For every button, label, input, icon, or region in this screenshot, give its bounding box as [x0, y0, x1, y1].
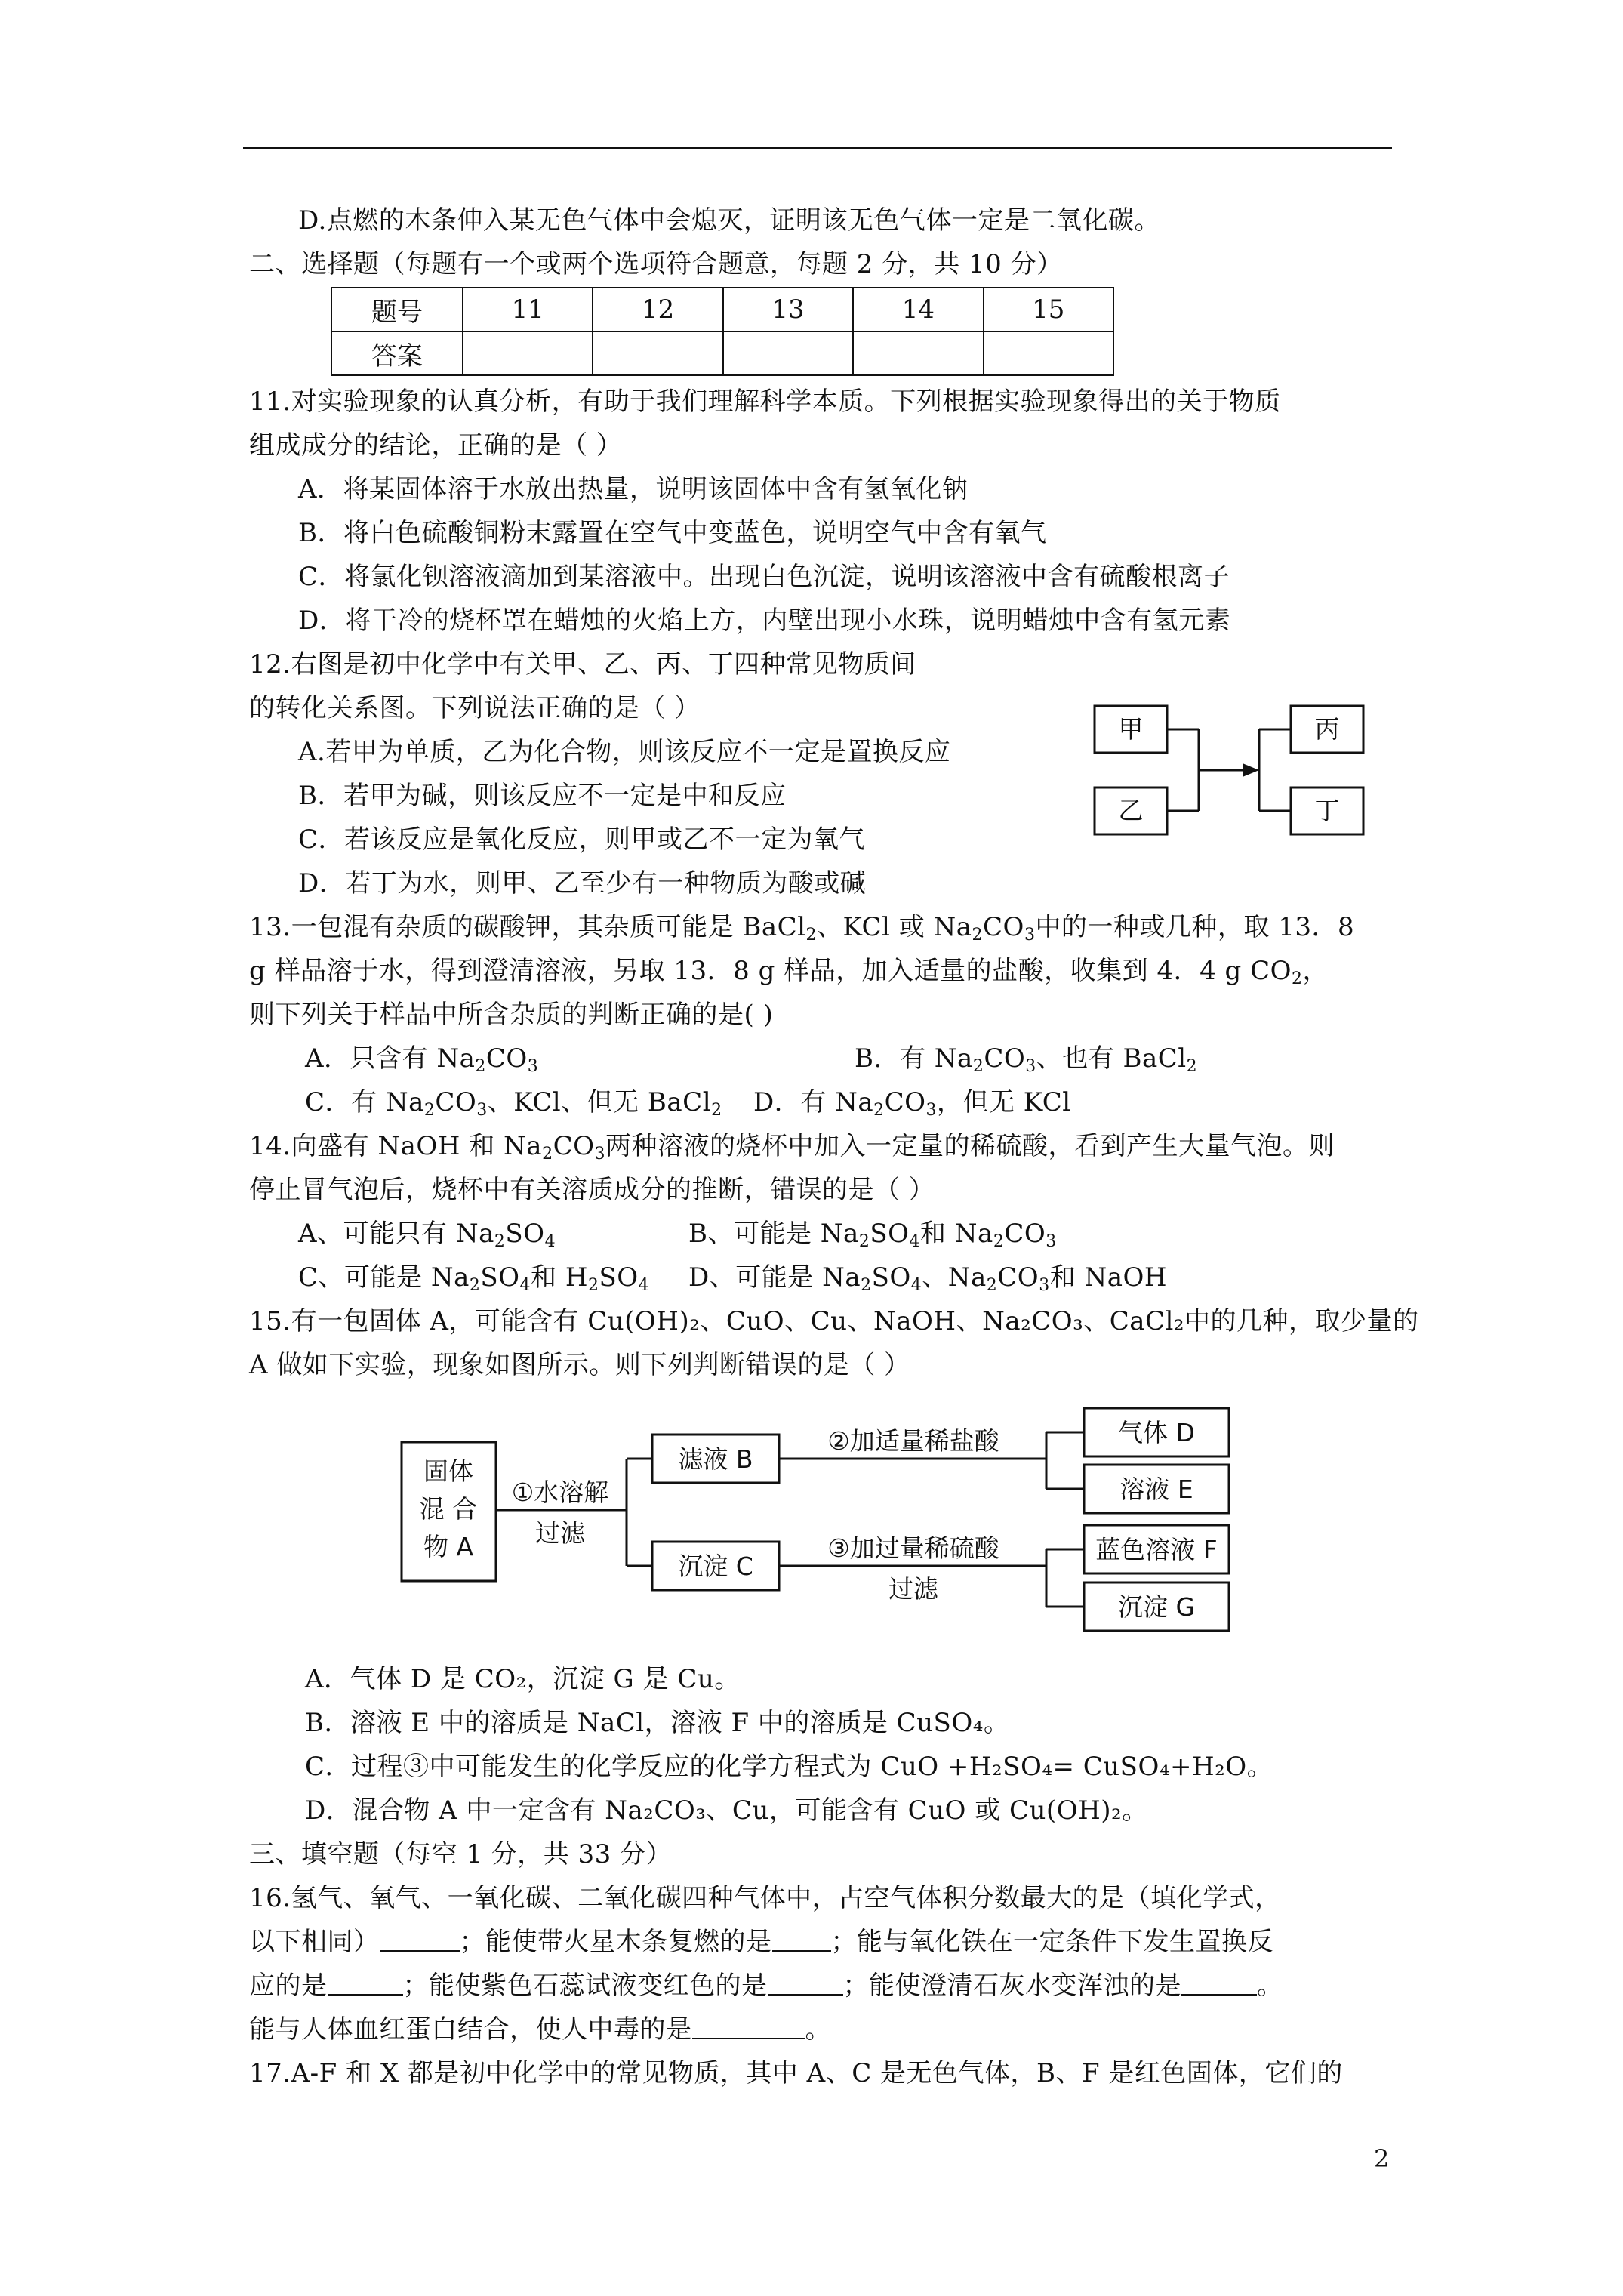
answer-cell: [463, 331, 593, 375]
table-cell: 15: [984, 288, 1113, 331]
q12-option-d: D．若丁为水，则甲、乙至少有一种物质为酸或碱: [298, 868, 867, 898]
label-solid-a-3: 物 A: [423, 1532, 474, 1561]
section3-title: 三、填空题（每空 1 分，共 33 分）: [249, 1839, 673, 1869]
q12-option-b: B．若甲为碱，则该反应不一定是中和反应: [298, 781, 787, 811]
label-filter1: 过滤: [535, 1518, 585, 1548]
label-solid-a-2: 混 合: [419, 1494, 478, 1524]
q13-option-b: B．有 $Na_2CO_3$、也有 BaCl$_2$: [855, 1043, 1198, 1076]
label-bing: 丙: [1314, 714, 1340, 744]
q13-option-c: C．有 $Na_2CO_3$、KCl、但无 BaCl$_2$: [305, 1087, 722, 1120]
answer-cell: [593, 331, 722, 375]
table-cell: 12: [593, 288, 722, 331]
q12-stem-1: 12.右图是初中化学中有关甲、乙、丙、丁四种常见物质间: [249, 649, 916, 680]
arrow-head: [1243, 763, 1259, 777]
q15-stem-1: 15.有一包固体 A，可能含有 Cu(OH)₂、CuO、Cu、NaOH、Na₂CO₃、CaCl₂中的几种，取少量的: [249, 1306, 1419, 1336]
q11-stem-2: 组成成分的结论，正确的是（ ）: [249, 430, 623, 461]
q11-option-b: B．将白色硫酸铜粉末露置在空气中变蓝色，说明空气中含有氧气: [298, 518, 1047, 548]
answer-blank[interactable]: [768, 1971, 843, 1996]
q12-option-a: A.若甲为单质，乙为化合物，则该反应不一定是置换反应: [298, 737, 951, 767]
table-cell: 11: [463, 288, 593, 331]
q11-option-c: C．将氯化钡溶液滴加到某溶液中。出现白色沉淀，说明该溶液中含有硫酸根离子: [298, 562, 1230, 592]
q15-option-a: A．气体 D 是 CO₂，沉淀 G 是 Cu。: [305, 1664, 741, 1694]
table-cell: 14: [853, 288, 983, 331]
header-rule: [243, 147, 1392, 149]
q14-option-d: D、可能是 $Na_2SO_4$、$Na_2CO_3$和 NaOH: [688, 1262, 1168, 1295]
q15-option-b: B．溶液 E 中的溶质是 NaCl，溶液 F 中的溶质是 CuSO₄。: [305, 1708, 1010, 1738]
q13-option-a: A．只含有 $Na_2CO_3$: [305, 1043, 539, 1076]
q14-option-b: B、可能是 $Na_2SO_4$和 $Na_2CO_3$: [688, 1219, 1057, 1251]
table-cell: 答案: [331, 331, 463, 375]
label-blue-solution-f: 蓝色溶液 F: [1095, 1535, 1218, 1564]
q14-stem-2: 停止冒气泡后，烧杯中有关溶质成分的推断，错误的是（ ）: [249, 1175, 935, 1205]
label-solution-e: 溶液 E: [1119, 1475, 1193, 1504]
q12-connectors: [1167, 729, 1291, 811]
section2-title: 二、选择题（每题有一个或两个选项符合题意，每题 2 分，共 10 分）: [249, 249, 1063, 279]
label-solid-a-1: 固体: [423, 1456, 473, 1486]
answer-cell: [853, 331, 983, 375]
q13-option-d: D．有 $Na_2CO_3$，但无 KCl: [753, 1087, 1071, 1120]
label-step3: ③加过量稀硫酸: [827, 1533, 999, 1563]
q10-option-d: D.点燃的木条伸入某无色气体中会熄灭，证明该无色气体一定是二氧化碳。: [298, 205, 1160, 236]
q13-stem-3: 则下列关于样品中所含杂质的判断正确的是( ): [249, 1000, 774, 1030]
answer-blank[interactable]: [1181, 1971, 1257, 1996]
q15-option-d: D．混合物 A 中一定含有 Na₂CO₃、Cu，可能含有 CuO 或 Cu(OH)₂。: [305, 1795, 1148, 1826]
label-jia: 甲: [1118, 714, 1144, 744]
q12-diagram: [1087, 695, 1389, 846]
q16-stem-3: 应的是 ；能使紫色石蕊试液变红色的是 ；能使澄清石灰水变浑浊的是 。: [249, 1971, 1283, 2001]
q14-option-c: C、可能是 $Na_2SO_4$和 $H_2SO_4$: [298, 1262, 650, 1295]
label-ding: 丁: [1314, 796, 1340, 825]
q16-stem-2: 以下相同） ；能使带火星木条复燃的是 ；能与氧化铁在一定条件下发生置换反: [249, 1927, 1273, 1957]
answer-table-answer-row: [331, 331, 1113, 375]
q14-option-a: A、可能只有 $Na_2SO_4$: [298, 1219, 556, 1251]
q11-option-a: A．将某固体溶于水放出热量，说明该固体中含有氢氧化钠: [298, 474, 969, 504]
q12-option-c: C．若该反应是氧化反应，则甲或乙不一定为氧气: [298, 824, 866, 855]
q12-stem-2: 的转化关系图。下列说法正确的是（ ）: [249, 693, 701, 723]
q11-stem-1: 11.对实验现象的认真分析，有助于我们理解科学本质。下列根据实验现象得出的关于物质: [249, 387, 1281, 417]
label-step1: ①水溶解: [511, 1478, 609, 1507]
q17-stem-1: 17.A-F 和 X 都是初中化学中的常见物质，其中 A、C 是无色气体，B、F 是红色固体，它们的: [249, 2058, 1343, 2088]
q15-flowchart: [393, 1404, 1253, 1653]
label-precip-c: 沉淀 C: [678, 1552, 753, 1581]
table-cell: 13: [723, 288, 853, 331]
answer-cell: [984, 331, 1113, 375]
label-precip-g: 沉淀 G: [1117, 1592, 1196, 1622]
label-filter3: 过滤: [888, 1574, 938, 1604]
label-yi: 乙: [1118, 796, 1144, 825]
q11-option-d: D．将干冷的烧杯罩在蜡烛的火焰上方，内壁出现小水珠，说明蜡烛中含有氢元素: [298, 606, 1231, 636]
q16-stem-1: 16.氢气、氧气、一氧化碳、二氧化碳四种气体中，占空气体积分数最大的是（填化学式，: [249, 1883, 1281, 1913]
answer-table-header-row: [331, 288, 1113, 331]
table-cell: 题号: [331, 288, 463, 331]
q15-stem-2: A 做如下实验，现象如图所示。则下列判断错误的是（ ）: [249, 1350, 910, 1380]
q13-stem-2: g 样品溶于水，得到澄清溶液，另取 13．8 g 样品，加入适量的盐酸，收集到 4．4 g $CO_2$，: [249, 956, 1329, 988]
answer-cell: [723, 331, 853, 375]
q13-stem-1: 13.一包混有杂质的碳酸钾，其杂质可能是 BaCl$_2$、KCl 或 $Na_2CO_3$中的一种或几种，取 13．8: [249, 912, 1355, 945]
label-step2: ②加适量稀盐酸: [827, 1426, 999, 1456]
answer-blank[interactable]: [380, 1928, 460, 1952]
label-gas-d: 气体 D: [1118, 1418, 1195, 1447]
q15-option-c: C．过程③中可能发生的化学反应的化学方程式为 CuO +H₂SO₄= CuSO₄+H₂O。: [305, 1752, 1273, 1782]
q16-stem-4: 能与人体血红蛋白结合，使人中毒的是 。: [249, 2014, 831, 2045]
answer-blank[interactable]: [692, 2015, 805, 2039]
answer-table: [331, 287, 1114, 376]
q14-stem-1: 14.向盛有 NaOH 和 $Na_2CO_3$两种溶液的烧杯中加入一定量的稀硫酸，看到产生大量气泡。则: [249, 1131, 1335, 1163]
answer-blank[interactable]: [772, 1928, 831, 1952]
page-number: 2: [1374, 2144, 1390, 2173]
answer-blank[interactable]: [328, 1971, 403, 1996]
label-filtrate-b: 滤液 B: [678, 1444, 753, 1474]
